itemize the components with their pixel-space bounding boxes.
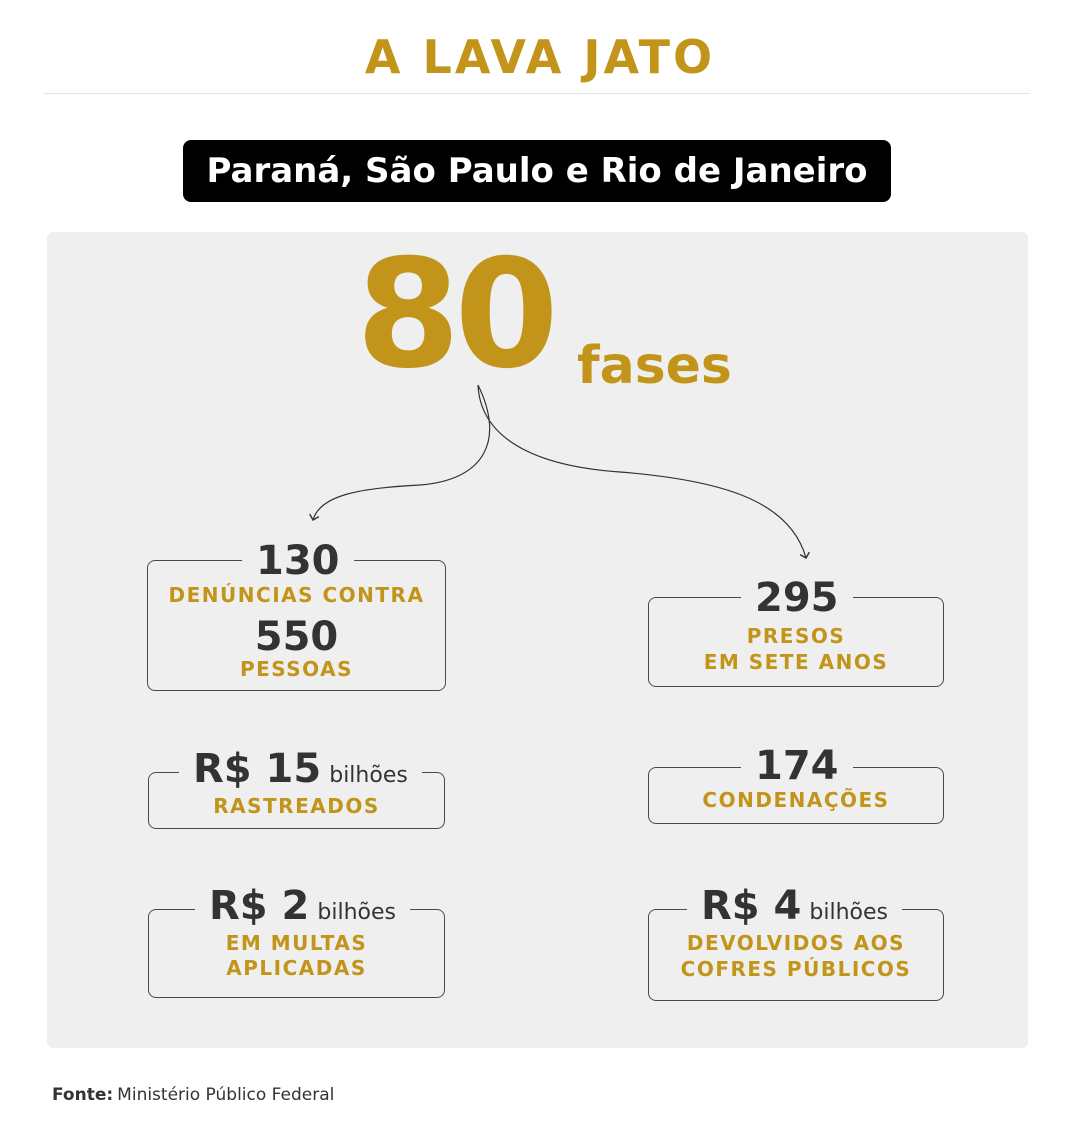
card-condenacoes <box>648 743 944 824</box>
card-rastreados <box>148 746 445 829</box>
arrow-right <box>478 385 806 558</box>
devolvidos-unit: bilhões <box>809 900 888 925</box>
multas-label-line2: APLICADAS <box>226 956 367 980</box>
source-label: Fonte: <box>52 1085 114 1105</box>
source-footer <box>52 1085 334 1105</box>
multas-amount <box>195 883 410 929</box>
multas-value: R$ 2 <box>209 883 310 929</box>
presos-number: 295 <box>741 578 853 618</box>
denuncias-label-bottom: PESSOAS <box>239 657 354 681</box>
denuncias-number-people: 550 <box>254 614 339 660</box>
devolvidos-value: R$ 4 <box>701 883 802 929</box>
headline-unit: fases <box>577 336 732 396</box>
headline-number: 80 <box>356 228 553 402</box>
presos-label-line2: EM SETE ANOS <box>703 650 889 674</box>
arrow-left <box>313 385 490 520</box>
card-devolvidos <box>648 883 944 1001</box>
rastreados-value: R$ 15 <box>193 746 322 792</box>
rastreados-label: RASTREADOS <box>213 794 380 818</box>
multas-unit: bilhões <box>317 900 396 925</box>
subtitle-text: Paraná, São Paulo e Rio de Janeiro <box>206 151 868 191</box>
denuncias-label-top: DENÚNCIAS CONTRA <box>168 583 425 607</box>
card-denuncias <box>147 538 446 691</box>
multas-label-line1: EM MULTAS <box>225 931 368 955</box>
card-multas <box>148 883 445 998</box>
condenacoes-label: CONDENAÇÕES <box>702 788 890 812</box>
card-presos <box>648 575 944 687</box>
page-title: A LAVA JATO <box>364 30 716 84</box>
devolvidos-amount <box>687 883 902 929</box>
rastreados-amount <box>179 746 422 792</box>
denuncias-number: 130 <box>242 541 354 581</box>
presos-label-line1: PRESOS <box>746 624 846 648</box>
source-text: Ministério Público Federal <box>117 1085 335 1105</box>
rastreados-unit: bilhões <box>329 763 408 788</box>
devolvidos-label-line2: COFRES PÚBLICOS <box>680 957 912 981</box>
devolvidos-label-line1: DEVOLVIDOS AOS <box>686 931 906 955</box>
condenacoes-number: 174 <box>741 746 853 786</box>
